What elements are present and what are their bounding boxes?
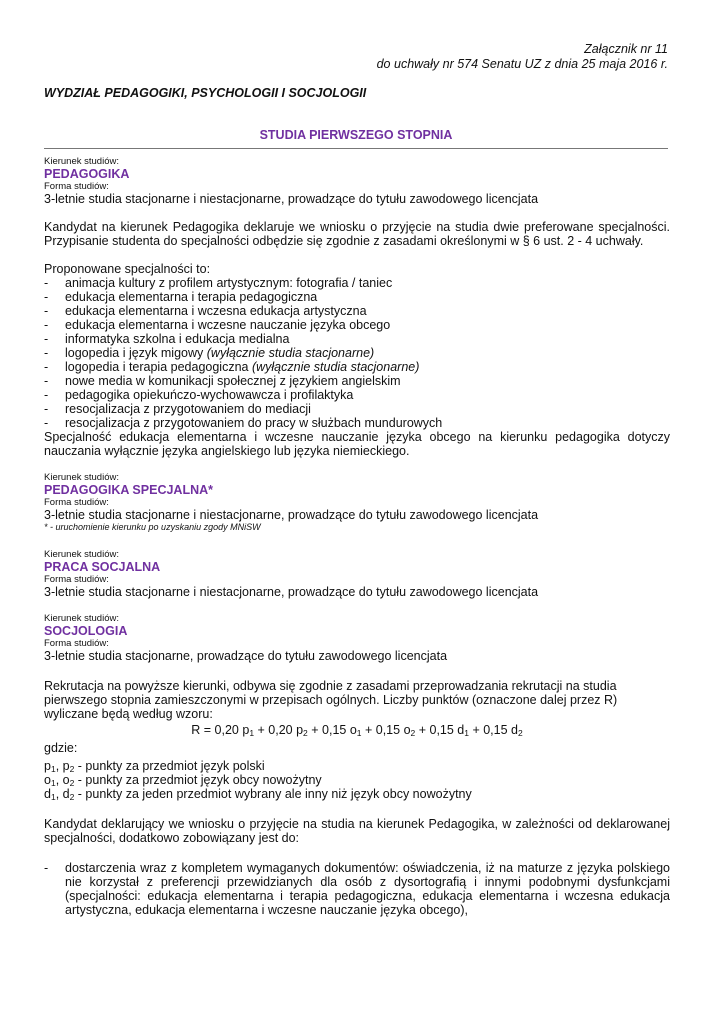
list-item: - logopedia i język migowy (wyłącznie studia stacjonarne) — [44, 346, 670, 360]
list-item: - resocjalizacja z przygotowaniem do pracy w służbach mundurowych — [44, 416, 670, 430]
specialty-note: (wyłącznie studia stacjonarne) — [251, 360, 420, 374]
list-item: - edukacja elementarna i terapia pedagogiczna — [44, 290, 670, 304]
definition-p: $p_1$, $p_2$ - punkty za przedmiot język polski — [44, 759, 265, 774]
specialties-heading: Proponowane specjalności to: — [44, 262, 211, 276]
list-item: - edukacja elementarna i wczesna edukacja artystyczna — [44, 304, 670, 318]
definition-d: $d_1$, $d_2$ - punkty za jeden przedmiot wybrany ale inny niż język obcy nowożytny — [44, 787, 472, 802]
study-form-label: Forma studiów: — [44, 638, 109, 649]
title-divider — [44, 148, 668, 149]
specialty-note: (wyłącznie studia stacjonarne) — [206, 346, 375, 360]
study-form-text: 3-letnie studia stacjonarne, prowadzące do tytułu zawodowego licencjata — [44, 649, 448, 663]
list-item: - nowe media w komunikacji społecznej z językiem angielskim — [44, 374, 670, 388]
list-item: - pedagogika opiekuńczo-wychowawcza i profilaktyka — [44, 388, 670, 402]
major-name: PEDAGOGIKA SPECJALNA* — [44, 483, 214, 497]
list-item: - edukacja elementarna i wczesne nauczanie języka obcego — [44, 318, 670, 332]
annex-number: Załącznik nr 11 — [584, 42, 668, 56]
study-form-label: Forma studiów: — [44, 574, 109, 585]
list-item: - logopedia i terapia pedagogiczna (wyłącznie studia stacjonarne) — [44, 360, 670, 374]
pedagogika-intro: Kandydat na kierunek Pedagogika deklaruje we wniosku o przyjęcie na studia dwie preferowane specjalności. Przypisanie studenta do specjalności odbędzie się zgodnie z zasadami określonymi w § 6 ust. 2 - 4 uchwały. — [44, 220, 670, 248]
list-item: - animacja kultury z profilem artystycznym: fotografia / taniec — [44, 276, 670, 290]
declaration-text: Kandydat deklarujący we wniosku o przyjęcie na studia na kierunek Pedagogika, w zależności od deklarowanej specjalności, dodatkowo zobowiązany jest do: — [44, 817, 670, 845]
major-section-pedagogika — [44, 156, 670, 458]
document-body — [44, 156, 670, 917]
list-item: - resocjalizacja z przygotowaniem do mediacji — [44, 402, 670, 416]
field-of-study-label: Kierunek studiów: — [44, 549, 119, 560]
declaration-list — [44, 861, 670, 917]
major-section-pedagogika-specjalna — [44, 472, 670, 533]
study-form-text: 3-letnie studia stacjonarne i niestacjonarne, prowadzące do tytułu zawodowego licencjata — [44, 508, 539, 522]
declaration-section — [44, 817, 670, 917]
recruitment-text: Rekrutacja na powyższe kierunki, odbywa się zgodnie z zasadami przeprowadzania rekrutacji na studia pierwszego stopnia zamieszczonymi w przepisach ogólnych. Liczby punktów (oznaczone dalej przez R) wyliczane będą według wzoru: — [44, 679, 618, 721]
major-name: SOCJOLOGIA — [44, 624, 128, 638]
list-item: - informatyka szkolna i edukacja medialna — [44, 332, 670, 346]
approval-footnote: * - uruchomienie kierunku po uzyskaniu zgody MNiSW — [44, 522, 261, 532]
definition-o: $o_1$, $o_2$ - punkty za przedmiot język obcy nowożytny — [44, 773, 322, 788]
points-formula: R = 0,20 $p_1 + 0,20$ $p_2 + 0,15$ $o_1 + 0,15$ $o_2 + 0,15$ $d_1 + 0,15$ $d_2$ — [191, 723, 523, 738]
field-of-study-label: Kierunek studiów: — [44, 613, 119, 624]
studies-level-title: STUDIA PIERWSZEGO STOPNIA — [259, 128, 453, 142]
specialty-language-note: Specjalność edukacja elementarna i wczesne nauczanie języka obcego na kierunku pedagogika dotyczy nauczania wyłącznie języka angielskiego lub języka niemieckiego. — [44, 430, 670, 458]
field-of-study-label: Kierunek studiów: — [44, 472, 119, 483]
study-form-label: Forma studiów: — [44, 497, 109, 508]
major-name: PRACA SOCJALNA — [44, 560, 161, 574]
where-label: gdzie: — [44, 741, 78, 755]
major-name: PEDAGOGIKA — [44, 167, 130, 181]
major-section-praca-socjalna — [44, 549, 670, 599]
study-form-label: Forma studiów: — [44, 181, 109, 192]
resolution-reference: do uchwały nr 574 Senatu UZ z dnia 25 maja 2016 r. — [376, 57, 668, 71]
study-form-text: 3-letnie studia stacjonarne i niestacjonarne, prowadzące do tytułu zawodowego licencjata — [44, 585, 539, 599]
list-item: - dostarczenia wraz z kompletem wymaganych dokumentów: oświadczenia, iż na maturze z języka polskiego nie korzystał z preferencji przewidzianych dla osób z dysortografią i innymi podobnymi dysfunkcjami (specjalności: edukacja elementarna i terapia pedagogiczna, edukacja elementarna i wczesna edukacja artystyczna, edukacja elementarna i wczesne nauczanie języka obcego), — [44, 861, 670, 917]
major-section-socjologia — [44, 613, 670, 663]
field-of-study-label: Kierunek studiów: — [44, 156, 119, 167]
faculty-title: WYDZIAŁ PEDAGOGIKI, PSYCHOLOGII I SOCJOLOGII — [44, 86, 367, 100]
study-form-text: 3-letnie studia stacjonarne i niestacjonarne, prowadzące do tytułu zawodowego licencjata — [44, 192, 539, 206]
annex-header — [377, 42, 668, 72]
specialties-list — [44, 276, 670, 430]
recruitment-section — [44, 679, 670, 801]
